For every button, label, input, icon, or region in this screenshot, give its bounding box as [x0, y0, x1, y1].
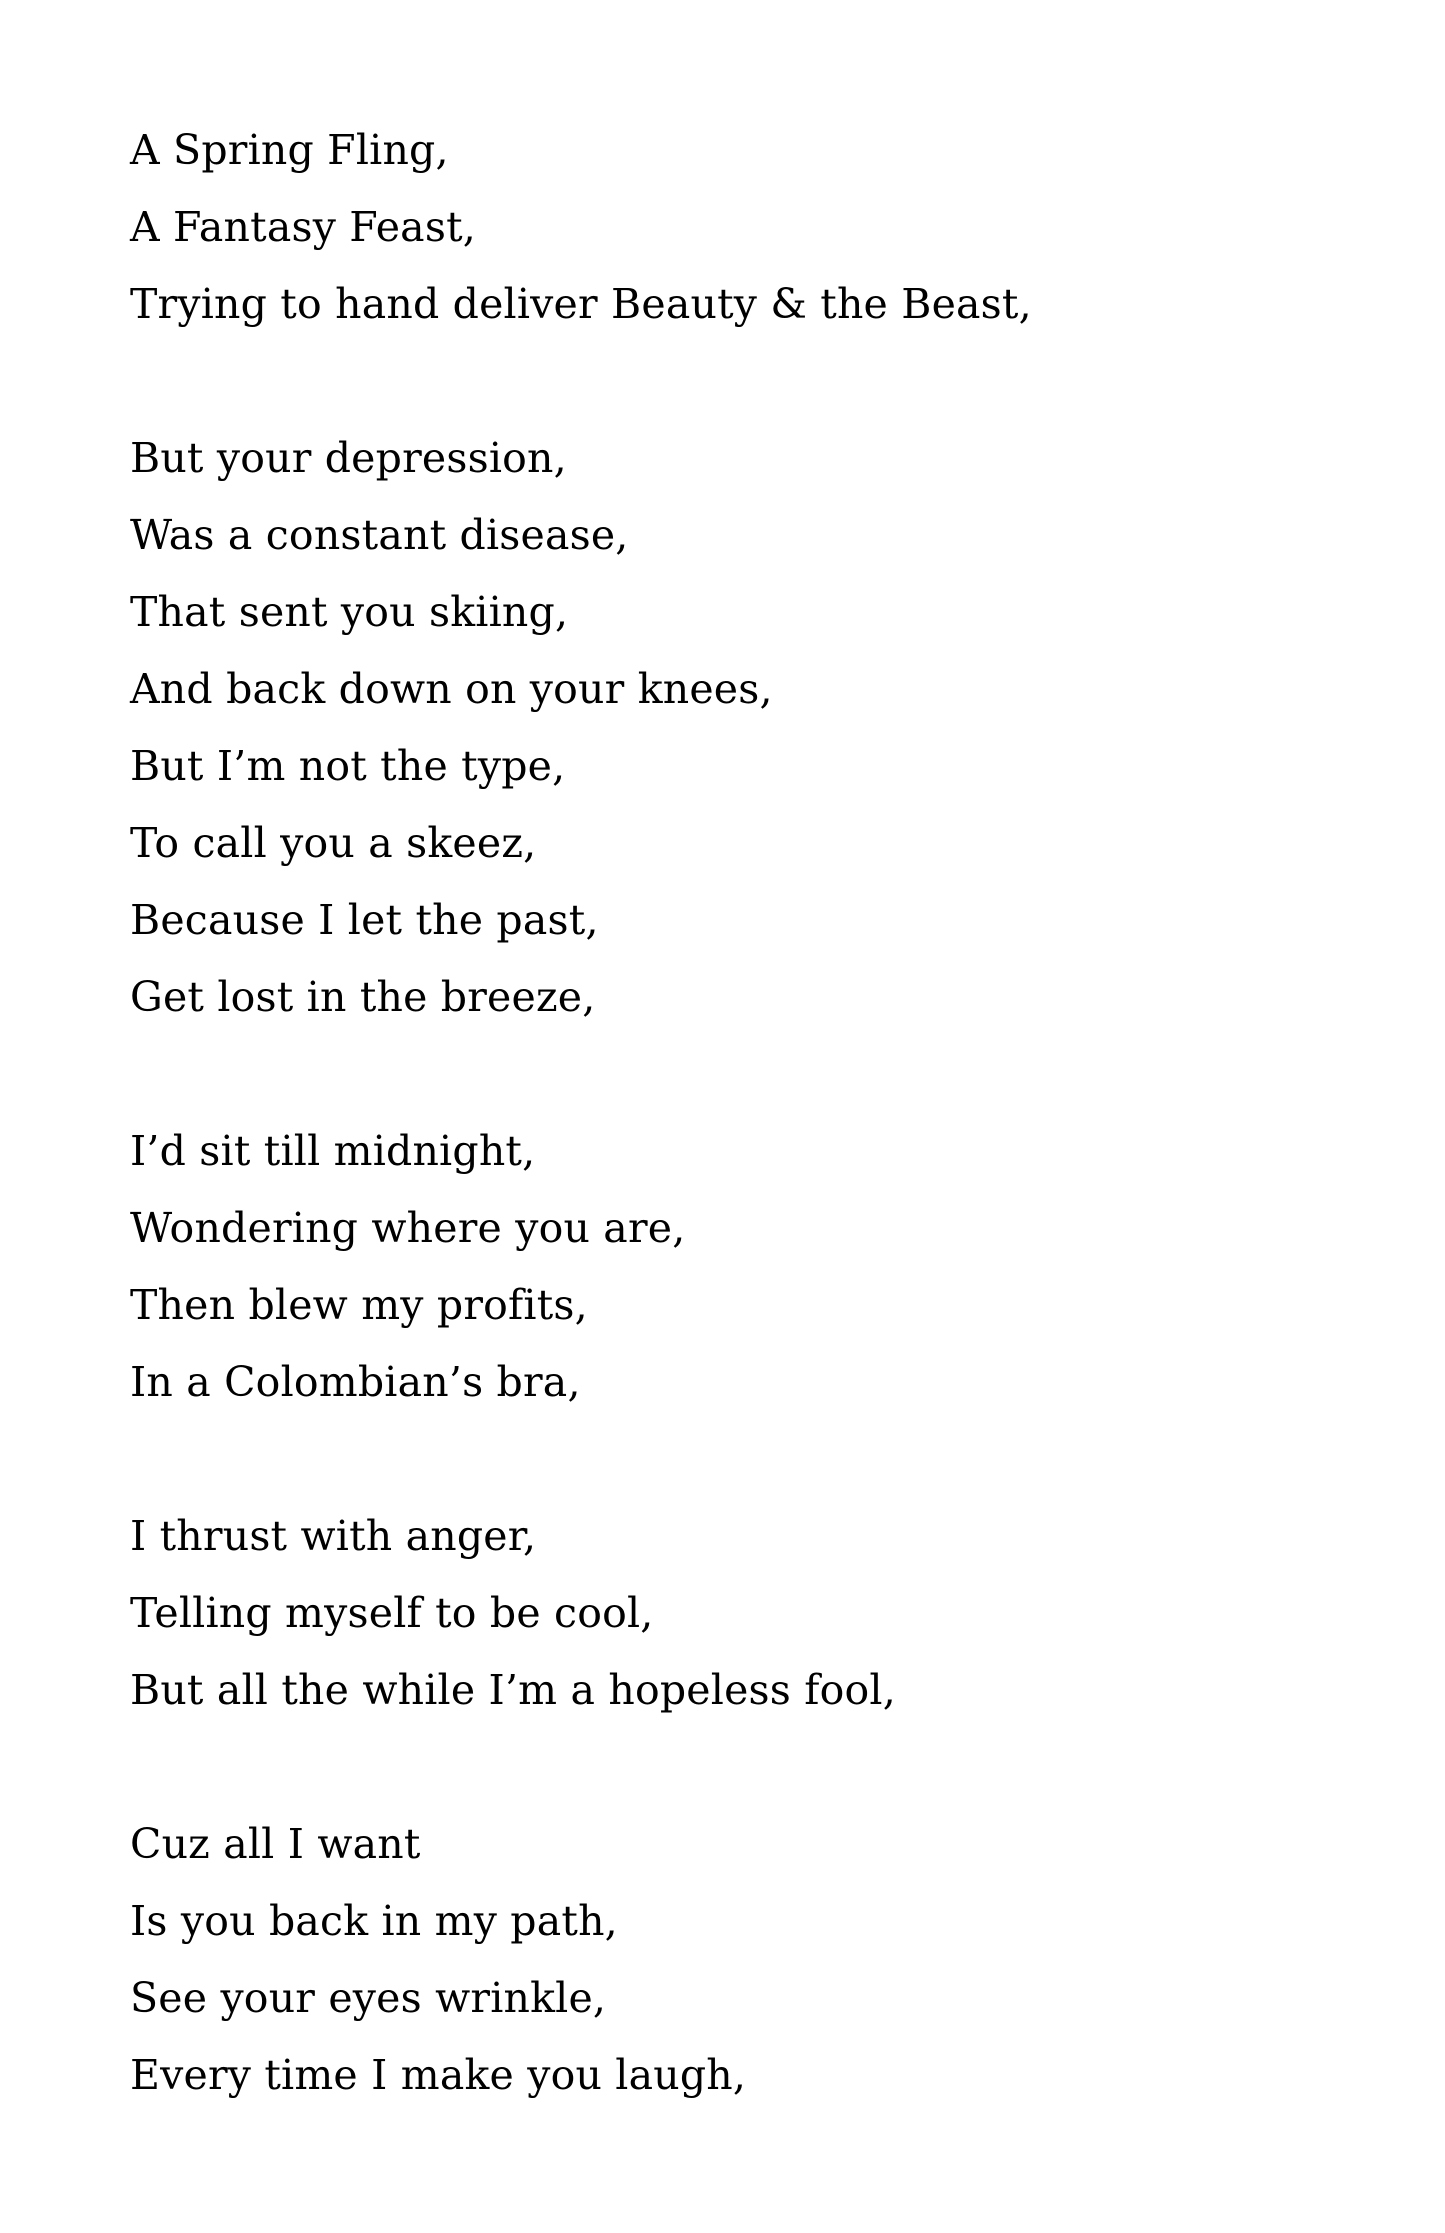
stanza [130, 420, 1330, 1036]
poem-line: A Spring Fling, [130, 126, 449, 174]
poem-line: I thrust with anger, [130, 1512, 537, 1560]
poem-line: Every time I make you laugh, [130, 2051, 747, 2099]
poem-line: And back down on your knees, [130, 665, 773, 713]
poem-line: Telling myself to be cool, [130, 1589, 654, 1637]
poem-line: See your eyes wrinkle, [130, 1974, 607, 2022]
stanza [130, 1806, 1330, 2114]
poem-line: Get lost in the breeze, [130, 973, 596, 1021]
poem-line: A Fantasy Feast, [130, 203, 476, 251]
poem-line: But all the while I’m a hopeless fool, [130, 1666, 896, 1714]
poem-line: Was a constant disease, [130, 511, 629, 559]
poem-line: That sent you skiing, [130, 588, 569, 636]
poem-line: Trying to hand deliver Beauty & the Beast, [130, 280, 1032, 328]
poem-line: Cuz all I want [130, 1820, 421, 1868]
stanza [130, 1498, 1330, 1729]
stanza [130, 1113, 1330, 1421]
poem-body [130, 112, 1330, 2114]
poem-line: Then blew my profits, [130, 1281, 588, 1329]
poem-line: In a Colombian’s bra, [130, 1358, 581, 1406]
poem-line: I’d sit till midnight, [130, 1127, 536, 1175]
poem-line: To call you a skeez, [130, 819, 537, 867]
poem-line: But your depression, [130, 434, 567, 482]
poem-line: Because I let the past, [130, 896, 599, 944]
poem-line: But I’m not the type, [130, 742, 566, 790]
poem-line: Wondering where you are, [130, 1204, 686, 1252]
stanza [130, 112, 1330, 343]
poem-line: Is you back in my path, [130, 1897, 618, 1945]
